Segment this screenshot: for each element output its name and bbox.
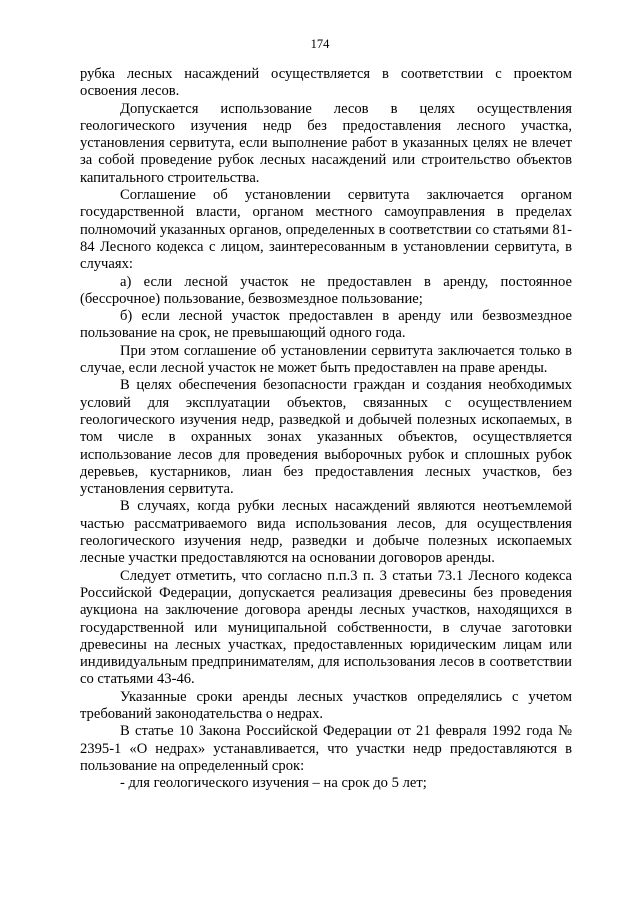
paragraph-7: В целях обеспечения безопасности граждан и создания необходимых условий для эксплуатации объектов, связанных с осуществлением геологического изучения недр, разведкой и добычей полезных ископаемых, в том числе в охранных зонах указанных объектов, осуществляется использование лесов для проведения выборочных рубок и сплошных рубок деревьев, кустарников, лиан без предоставления лесных участков, без установления сервитута. xyxy=(80,377,572,498)
paragraph-6: При этом соглашение об установлении сервитута заключается только в случае, если лесной участок не может быть предоставлен на праве аренды. xyxy=(80,342,572,377)
paragraph-10: Указанные сроки аренды лесных участков определялись с учетом требований законодательства о недрах. xyxy=(80,688,572,722)
paragraph-11: В статье 10 Закона Российской Федерации от 21 февраля 1992 года № 2395-1 «О недрах» устанавливается, что участки недр предоставляются в пользование на определенный срок: xyxy=(80,723,572,774)
paragraph-4: а) если лесной участок не предоставлен в аренду, постоянное (бессрочное) пользование, безвозмездное пользование; xyxy=(80,273,572,307)
paragraph-2: Допускается использование лесов в целях осуществления геологического изучения недр без предоставления лесного участка, установления сервитута, если выполнение работ в указанных целях не влечет за собой проведение рубок лесных насаждений или строительство объектов капитального строительства. xyxy=(80,100,572,186)
paragraph-12: - для геологического изучения – на срок до 5 лет; xyxy=(120,775,427,792)
paragraph-1: рубка лесных насаждений осуществляется в соответствии с проектом освоения лесов. xyxy=(80,66,572,100)
document-body xyxy=(80,66,572,792)
paragraph-8: В случаях, когда рубки лесных насаждений являются неотъемлемой частью рассматриваемого вида использования лесов, для осуществления геологического изучения недр, разведки и добыче полезных ископаемых лесные участки предоставляются на основании договоров аренды. xyxy=(80,498,572,567)
page-number: 174 xyxy=(310,37,330,51)
paragraph-9: Следует отметить, что согласно п.п.3 п. 3 статьи 73.1 Лесного кодекса Российской Федерации, допускается реализация древесины без проведения аукциона на заключение договора аренды лесных участков, находящихся в государственной или муниципальной собственности, в случае заготовки древесины на лесных участках, предоставленных юридическим лицам или индивидуальным предпринимателям, для использования лесов в соответствии со статьями 43-46. xyxy=(80,567,572,688)
paragraph-5: б) если лесной участок предоставлен в аренду или безвозмездное пользование на срок, не превышающий одного года. xyxy=(80,308,572,342)
paragraph-3: Соглашение об установлении сервитута заключается органом государственной власти, органом местного самоуправления в пределах полномочий указанных органов, определенных в соответствии со статьями 81-84 Лесного кодекса с лицом, заинтересованным в установлении сервитута, в случаях: xyxy=(80,187,572,273)
